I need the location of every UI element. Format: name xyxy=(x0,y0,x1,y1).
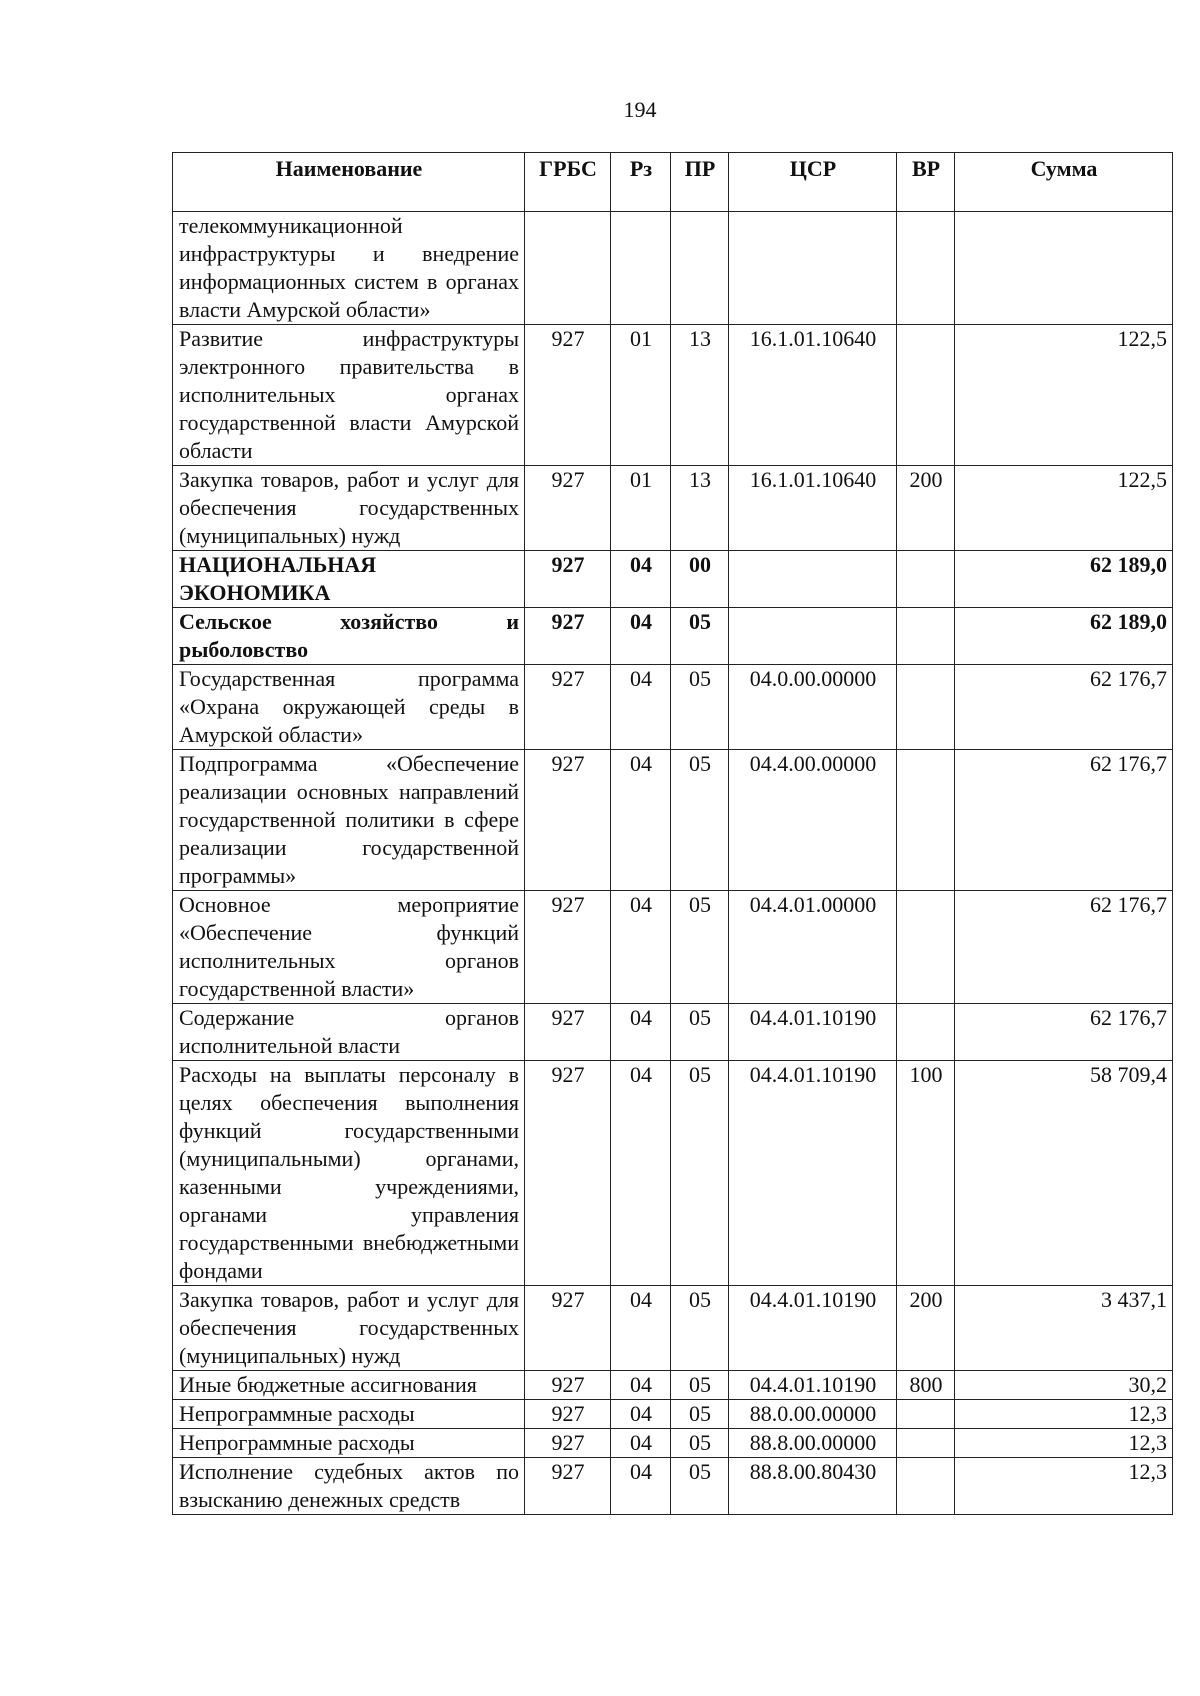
table-row xyxy=(173,212,1173,325)
cell-sum: 3 437,1 xyxy=(955,1286,1173,1371)
cell-pr xyxy=(671,212,729,325)
cell-csr: 04.4.00.00000 xyxy=(729,750,897,891)
cell-vr xyxy=(897,750,955,891)
cell-vr xyxy=(897,891,955,1004)
cell-rz: 04 xyxy=(611,1400,671,1429)
table-row xyxy=(173,608,1173,665)
table-row xyxy=(173,1429,1173,1458)
cell-name: Основное мероприятие «Обеспечение функций исполнительных органов государственной власти» xyxy=(173,891,525,1004)
cell-rz: 01 xyxy=(611,325,671,466)
header-name: Наименование xyxy=(173,153,525,212)
cell-sum: 12,3 xyxy=(955,1429,1173,1458)
header-vr: ВР xyxy=(897,153,955,212)
cell-rz: 04 xyxy=(611,665,671,750)
table-row xyxy=(173,325,1173,466)
cell-grbs: 927 xyxy=(525,1458,611,1515)
cell-grbs: 927 xyxy=(525,608,611,665)
cell-name: Расходы на выплаты персоналу в целях обеспечения выполнения функций государственными (муниципальными) органами, казенными учреждениями, органами управления государственными внебюджетными фондами xyxy=(173,1061,525,1286)
cell-csr xyxy=(729,212,897,325)
table-row xyxy=(173,1286,1173,1371)
cell-rz: 01 xyxy=(611,466,671,551)
cell-csr: 16.1.01.10640 xyxy=(729,325,897,466)
cell-rz xyxy=(611,212,671,325)
cell-csr: 16.1.01.10640 xyxy=(729,466,897,551)
cell-sum: 62 189,0 xyxy=(955,551,1173,608)
cell-sum: 122,5 xyxy=(955,466,1173,551)
cell-sum: 58 709,4 xyxy=(955,1061,1173,1286)
cell-pr: 05 xyxy=(671,750,729,891)
header-pr: ПР xyxy=(671,153,729,212)
cell-vr xyxy=(897,665,955,750)
cell-grbs: 927 xyxy=(525,1286,611,1371)
page-number: 194 xyxy=(623,97,657,122)
table-body xyxy=(173,212,1173,1515)
cell-grbs: 927 xyxy=(525,1004,611,1061)
cell-name: Иные бюджетные ассигнования xyxy=(173,1371,525,1400)
cell-rz: 04 xyxy=(611,891,671,1004)
cell-grbs: 927 xyxy=(525,891,611,1004)
cell-vr xyxy=(897,325,955,466)
cell-grbs: 927 xyxy=(525,1400,611,1429)
cell-pr: 05 xyxy=(671,1061,729,1286)
cell-rz: 04 xyxy=(611,608,671,665)
table-row xyxy=(173,665,1173,750)
cell-sum: 62 189,0 xyxy=(955,608,1173,665)
cell-sum: 12,3 xyxy=(955,1400,1173,1429)
cell-sum: 62 176,7 xyxy=(955,665,1173,750)
cell-name: Непрограммные расходы xyxy=(173,1429,525,1458)
cell-pr: 05 xyxy=(671,891,729,1004)
cell-csr: 04.4.01.10190 xyxy=(729,1371,897,1400)
cell-rz: 04 xyxy=(611,1371,671,1400)
cell-name: Закупка товаров, работ и услуг для обеспечения государственных (муниципальных) нужд xyxy=(173,466,525,551)
cell-name: телекоммуникационной инфраструктуры и внедрение информационных систем в органах власти Амурской области» xyxy=(173,212,525,325)
cell-csr xyxy=(729,551,897,608)
cell-pr: 00 xyxy=(671,551,729,608)
header-grbs: ГРБС xyxy=(525,153,611,212)
cell-grbs: 927 xyxy=(525,325,611,466)
header-sum: Сумма xyxy=(955,153,1173,212)
table-row xyxy=(173,1400,1173,1429)
cell-csr: 04.4.01.10190 xyxy=(729,1286,897,1371)
cell-name: Сельское хозяйство и рыболовство xyxy=(173,608,525,665)
cell-grbs: 927 xyxy=(525,1429,611,1458)
cell-pr: 13 xyxy=(671,325,729,466)
cell-vr: 100 xyxy=(897,1061,955,1286)
cell-vr xyxy=(897,551,955,608)
table-row xyxy=(173,750,1173,891)
cell-vr xyxy=(897,1429,955,1458)
table-row xyxy=(173,1004,1173,1061)
cell-pr: 05 xyxy=(671,1429,729,1458)
table-row xyxy=(173,1458,1173,1515)
cell-rz: 04 xyxy=(611,1004,671,1061)
cell-grbs: 927 xyxy=(525,466,611,551)
cell-rz: 04 xyxy=(611,551,671,608)
cell-pr: 05 xyxy=(671,608,729,665)
cell-vr xyxy=(897,1458,955,1515)
header-row xyxy=(173,153,1173,212)
cell-pr: 05 xyxy=(671,1458,729,1515)
budget-table xyxy=(172,152,1173,1515)
cell-pr: 05 xyxy=(671,1004,729,1061)
cell-csr xyxy=(729,608,897,665)
cell-sum: 30,2 xyxy=(955,1371,1173,1400)
table-row xyxy=(173,1061,1173,1286)
cell-vr: 200 xyxy=(897,1286,955,1371)
cell-name: Непрограммные расходы xyxy=(173,1400,525,1429)
cell-rz: 04 xyxy=(611,750,671,891)
cell-vr xyxy=(897,212,955,325)
table-row xyxy=(173,891,1173,1004)
cell-name: Подпрограмма «Обеспечение реализации основных направлений государственной политики в сфере реализации государственной программы» xyxy=(173,750,525,891)
cell-csr: 04.4.01.10190 xyxy=(729,1061,897,1286)
cell-sum: 12,3 xyxy=(955,1458,1173,1515)
cell-sum: 62 176,7 xyxy=(955,750,1173,891)
cell-grbs: 927 xyxy=(525,750,611,891)
header-csr: ЦСР xyxy=(729,153,897,212)
cell-vr: 800 xyxy=(897,1371,955,1400)
cell-csr: 04.0.00.00000 xyxy=(729,665,897,750)
table-row xyxy=(173,1371,1173,1400)
cell-name: Государственная программа «Охрана окружающей среды в Амурской области» xyxy=(173,665,525,750)
cell-grbs: 927 xyxy=(525,665,611,750)
cell-rz: 04 xyxy=(611,1458,671,1515)
header-rz: Рз xyxy=(611,153,671,212)
cell-csr: 04.4.01.00000 xyxy=(729,891,897,1004)
cell-name: НАЦИОНАЛЬНАЯ ЭКОНОМИКА xyxy=(173,551,525,608)
cell-sum: 122,5 xyxy=(955,325,1173,466)
cell-name: Закупка товаров, работ и услуг для обеспечения государственных (муниципальных) нужд xyxy=(173,1286,525,1371)
cell-pr: 05 xyxy=(671,1371,729,1400)
cell-csr: 88.0.00.00000 xyxy=(729,1400,897,1429)
cell-csr: 04.4.01.10190 xyxy=(729,1004,897,1061)
cell-name: Содержание органов исполнительной власти xyxy=(173,1004,525,1061)
cell-sum: 62 176,7 xyxy=(955,891,1173,1004)
cell-name: Исполнение судебных актов по взысканию денежных средств xyxy=(173,1458,525,1515)
cell-rz: 04 xyxy=(611,1429,671,1458)
cell-csr: 88.8.00.00000 xyxy=(729,1429,897,1458)
cell-name: Развитие инфраструктуры электронного правительства в исполнительных органах государственной власти Амурской области xyxy=(173,325,525,466)
cell-pr: 05 xyxy=(671,1400,729,1429)
table-row xyxy=(173,466,1173,551)
table-row xyxy=(173,551,1173,608)
cell-pr: 05 xyxy=(671,1286,729,1371)
cell-grbs: 927 xyxy=(525,551,611,608)
cell-rz: 04 xyxy=(611,1286,671,1371)
cell-csr: 88.8.00.80430 xyxy=(729,1458,897,1515)
cell-vr xyxy=(897,1400,955,1429)
cell-pr: 13 xyxy=(671,466,729,551)
cell-vr xyxy=(897,608,955,665)
cell-pr: 05 xyxy=(671,665,729,750)
cell-grbs xyxy=(525,212,611,325)
cell-grbs: 927 xyxy=(525,1371,611,1400)
cell-vr: 200 xyxy=(897,466,955,551)
cell-rz: 04 xyxy=(611,1061,671,1286)
cell-grbs: 927 xyxy=(525,1061,611,1286)
cell-sum: 62 176,7 xyxy=(955,1004,1173,1061)
cell-vr xyxy=(897,1004,955,1061)
cell-sum xyxy=(955,212,1173,325)
